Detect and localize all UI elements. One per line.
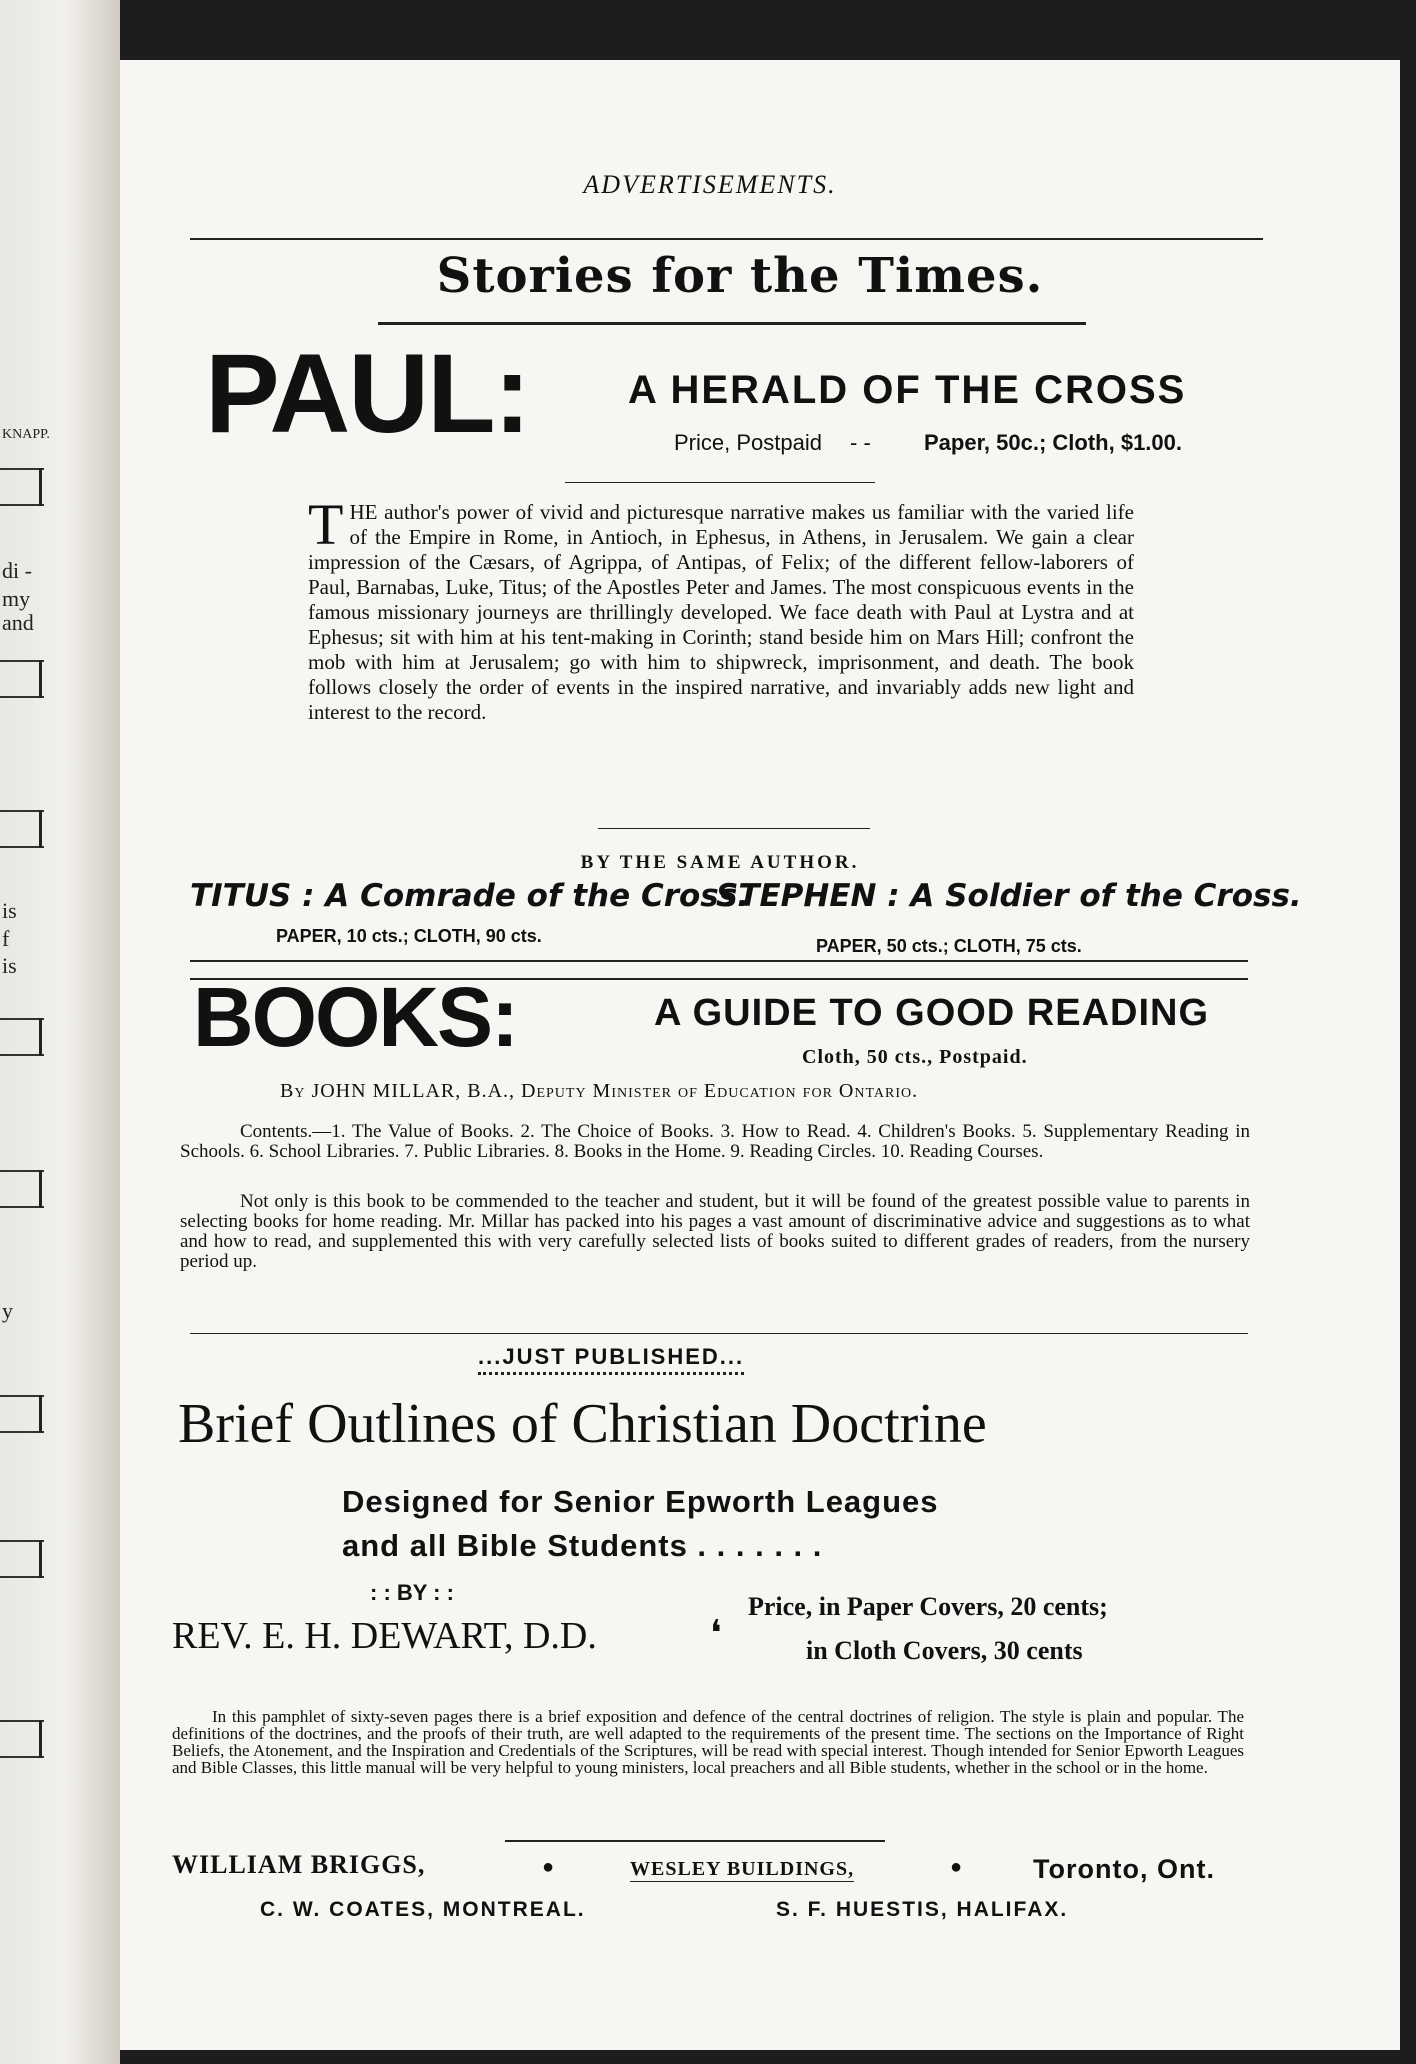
brief-author: REV. E. H. DEWART, D.D. [172, 1615, 597, 1657]
paul-subtitle: A HERALD OF THE CROSS [628, 368, 1187, 412]
section-rule [190, 960, 1248, 962]
footer-rule [505, 1840, 885, 1842]
music-staff [0, 468, 44, 506]
left-fragment: is [2, 953, 17, 978]
brief-designed-line2: and all Bible Students . . . . . . . [342, 1528, 823, 1563]
books-title: BOOKS: [193, 970, 517, 1064]
stories-heading: Stories for the Times. [436, 248, 1044, 304]
music-staff [0, 1170, 44, 1208]
publisher-name: WILLIAM BRIGGS, [172, 1850, 426, 1879]
books-price: Cloth, 50 cts., Postpaid. [802, 1046, 1028, 1068]
stories-underline [378, 322, 1086, 325]
titus-price: PAPER, 10 cts.; CLOTH, 90 cts. [276, 926, 542, 946]
separator-icon: ● [950, 1856, 963, 1878]
divider [565, 482, 875, 483]
left-fragment: y [2, 1298, 13, 1323]
brief-title: Brief Outlines of Christian Doctrine [178, 1393, 987, 1455]
drop-cap: T [308, 492, 344, 557]
left-fragment: my [2, 586, 31, 611]
same-author-label: BY THE SAME AUTHOR. [580, 852, 860, 873]
paul-price-value: Paper, 50c.; Cloth, $1.00. [924, 430, 1183, 455]
paul-title: PAUL: [205, 331, 529, 456]
music-staff [0, 1018, 44, 1056]
left-fragment: di - [2, 558, 32, 583]
paul-price-label: Price, Postpaid [674, 430, 822, 455]
left-fragment: and [2, 610, 34, 635]
halifax-agent: S. F. HUESTIS, HALIFAX. [776, 1898, 1069, 1921]
section-rule [190, 1333, 1248, 1334]
just-published-banner: ...JUST PUBLISHED... [478, 1344, 744, 1375]
music-staff [0, 1395, 44, 1433]
page-header: ADVERTISEMENTS. [583, 170, 837, 199]
music-staff [0, 660, 44, 698]
publisher-building: WESLEY BUILDINGS, [630, 1858, 855, 1880]
stephen-price: PAPER, 50 cts.; CLOTH, 75 cts. [816, 936, 1082, 956]
left-fragment: f [2, 926, 10, 951]
separator-icon: ● [542, 1856, 555, 1878]
music-staff [0, 810, 44, 848]
music-staff [0, 1720, 44, 1758]
books-subtitle: A GUIDE TO GOOD READING [654, 992, 1210, 1034]
pointer-ornament: ❛ [710, 1613, 722, 1653]
paul-body: HE author's power of vivid and picturesque narrative makes us familiar with the varied life of the Empire in Rome, in Antioch, in Ephesus, in Athens, in Jerusalem. We gain a clear impression of the Cæsars, of Agrippa, of Antipas, of Felix; of the different fellow-laborers of Paul, Barnabas, Luke, Titus; of the Apostles Peter and James. The most conspicuous events in the famous missionary journeys are thrillingly developed. We face death with Paul at Lystra and at Ephesus; sit with him at his tent-making in Corinth; stand beside him on Mars Hill; confront the mob with him at Jerusalem; go with him to shipwreck, imprisonment, and death. The book follows closely the order of events in the inspired narrative, and invariably adds new light and interest to the record. [308, 500, 1134, 724]
titus-title: TITUS : A Comrade of the Cross. [190, 878, 749, 914]
divider [598, 828, 870, 829]
left-page-margin [0, 0, 120, 2064]
brief-price-line2: in Cloth Covers, 30 cents [806, 1636, 1083, 1665]
publisher-city: Toronto, Ont. [1033, 1854, 1215, 1884]
montreal-agent: C. W. COATES, MONTREAL. [260, 1898, 586, 1921]
header-rule [190, 238, 1263, 240]
left-fragment: KNAPP. [2, 427, 50, 442]
music-staff [0, 1540, 44, 1578]
books-contents: Contents.—1. The Value of Books. 2. The Choice of Books. 3. How to Read. 4. Children's Books. 5. Supplementary Reading in Schools. 6. School Libraries. 7. Public Libraries. 8. Books in the Home. 9. Reading Circles. 10. Reading Courses. [180, 1121, 1250, 1162]
brief-designed-line1: Designed for Senior Epworth Leagues [342, 1484, 939, 1519]
books-description: Not only is this book to be commended to the teacher and student, but it will be found of the greatest possible value to parents in selecting books for home reading. Mr. Millar has packed into his pages a vast amount of discriminative advice and suggestions as to what and how to read, and supplemented this with very carefully selected lists of books suited to different grades of readers, from the nursery period up. [180, 1191, 1250, 1272]
brief-price-line1: Price, in Paper Covers, 20 cents; [748, 1592, 1108, 1621]
paul-description [308, 492, 1134, 725]
left-fragment: is [2, 898, 17, 923]
books-byline: By JOHN MILLAR, B.A., Deputy Minister of Education for Ontario. [280, 1080, 919, 1102]
brief-by: : : BY : : [370, 1580, 454, 1605]
stephen-title: STEPHEN : A Soldier of the Cross. [716, 878, 1302, 914]
brief-description: In this pamphlet of sixty-seven pages there is a brief exposition and defence of the central doctrines of religion. The style is plain and popular. The definitions of the doctrines, and the proofs of their truth, are well adapted to the requirements of the present time. The sections on the Importance of Right Beliefs, the Atonement, and the Inspiration and Credentials of the Scriptures, will be read with special interest. Though intended for Senior Epworth Leagues and Bible Classes, this little manual will be very helpful to young ministers, local preachers and all Bible students, whether in the school or in the home. [172, 1707, 1244, 1777]
